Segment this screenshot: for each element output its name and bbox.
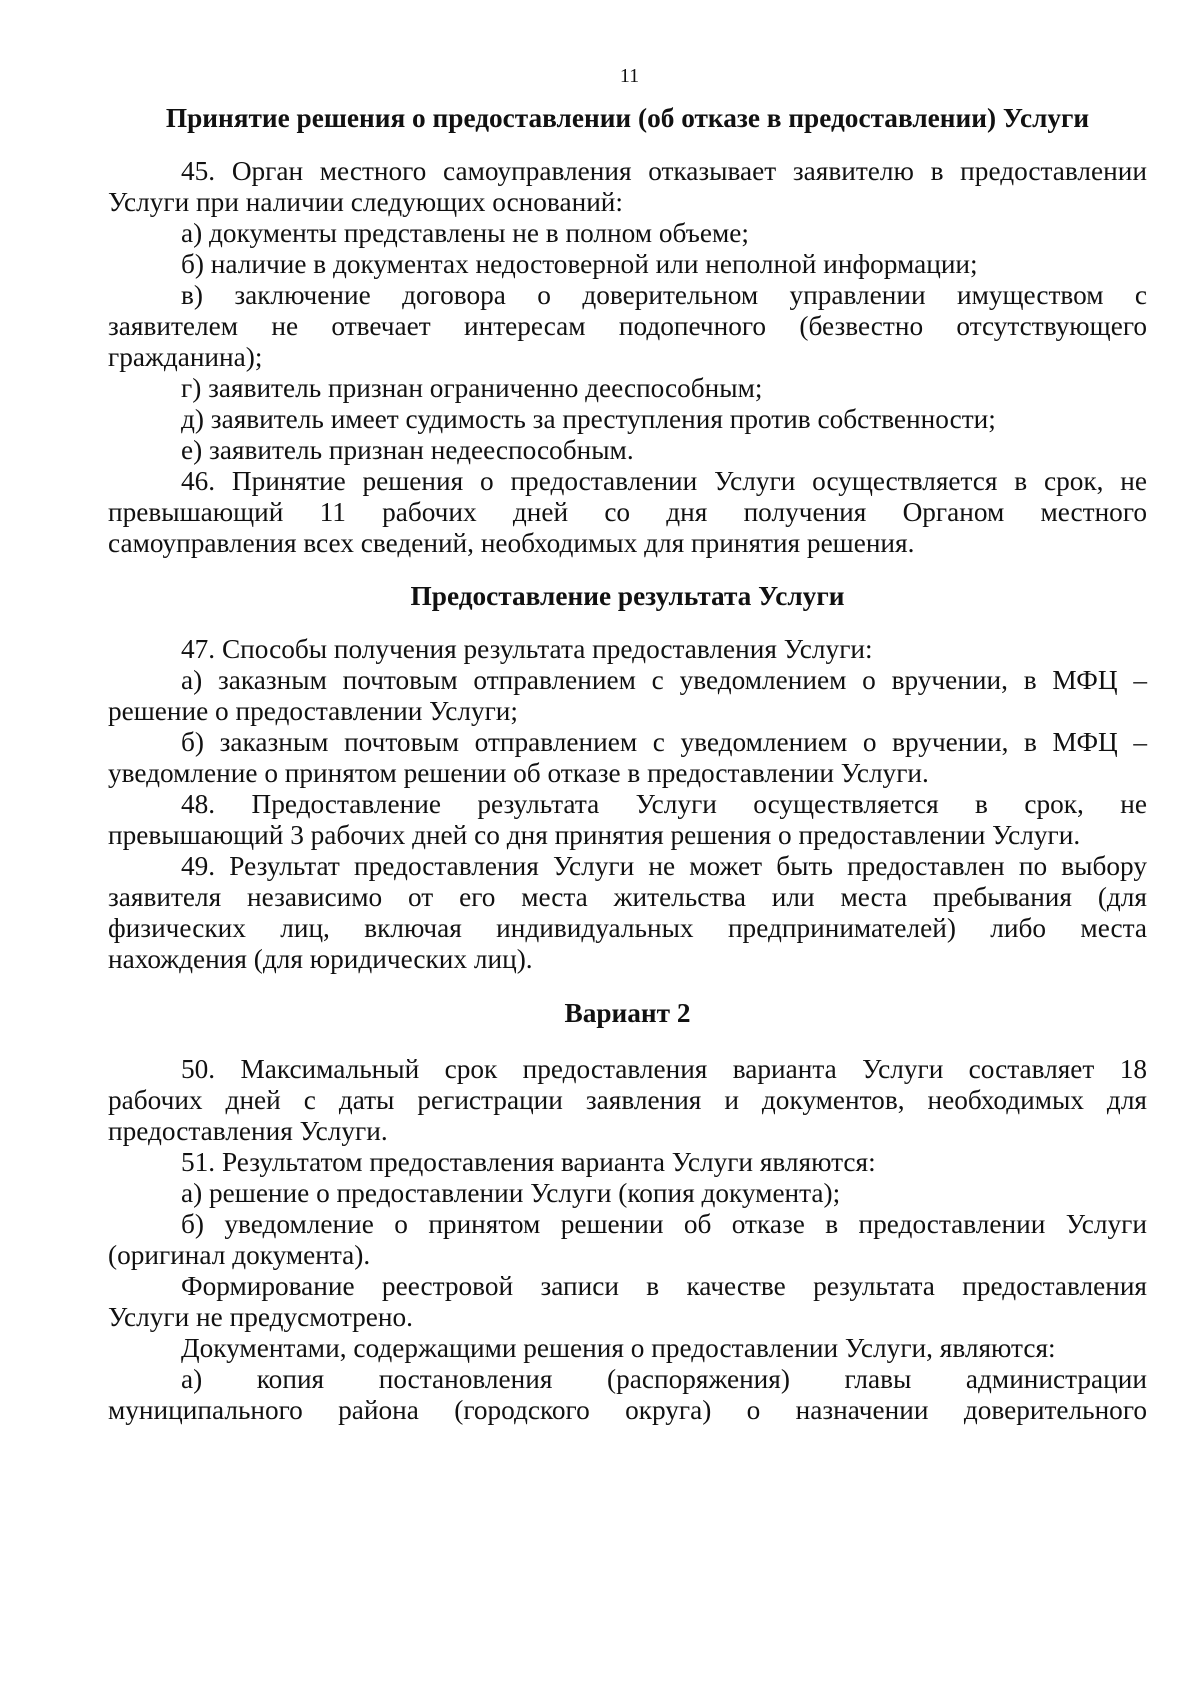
- text-line: а) решение о предоставлении Услуги (копия документа);: [181, 1178, 841, 1208]
- text-line: б) заказным почтовым отправлением с уведомлением о вручении, в МФЦ –: [181, 727, 1147, 757]
- text-line: Услуги не предусмотрено.: [108, 1302, 413, 1332]
- text-line: б) наличие в документах недостоверной или неполной информации;: [181, 249, 978, 279]
- text-line: самоуправления всех сведений, необходимых для принятия решения.: [108, 528, 915, 558]
- text-line: Формирование реестровой записи в качестве результата предоставления: [181, 1271, 1147, 1301]
- text-line: гражданина);: [108, 342, 263, 372]
- text-line: а) копия постановления (распоряжения) главы администрации: [181, 1364, 1147, 1394]
- section-heading-result: Предоставление результата Услуги: [410, 581, 845, 611]
- text-line: е) заявитель признан недееспособным.: [181, 435, 634, 465]
- text-line: 47. Способы получения результата предоставления Услуги:: [181, 634, 873, 664]
- text-line: заявителя независимо от его места жительства или места пребывания (для: [108, 882, 1147, 912]
- text-line: превышающий 3 рабочих дней со дня принятия решения о предоставлении Услуги.: [108, 820, 1081, 850]
- text-line: превышающий 11 рабочих дней со дня получения Органом местного: [108, 497, 1147, 527]
- text-line: предоставления Услуги.: [108, 1116, 388, 1146]
- text-line: 45. Орган местного самоуправления отказывает заявителю в предоставлении: [181, 156, 1147, 186]
- text-line: муниципального района (городского округа) о назначении доверительного: [108, 1395, 1147, 1425]
- text-line: 48. Предоставление результата Услуги осуществляется в срок, не: [181, 789, 1147, 819]
- text-line: физических лиц, включая индивидуальных предпринимателей) либо места: [108, 913, 1147, 943]
- text-line: заявителем не отвечает интересам подопечного (безвестно отсутствующего: [108, 311, 1147, 341]
- text-line: а) заказным почтовым отправлением с уведомлением о вручении, в МФЦ –: [181, 665, 1147, 695]
- text-line: г) заявитель признан ограниченно дееспособным;: [181, 373, 763, 403]
- text-line: 46. Принятие решения о предоставлении Услуги осуществляется в срок, не: [181, 466, 1147, 496]
- text-line: 51. Результатом предоставления варианта Услуги являются:: [181, 1147, 876, 1177]
- text-line: б) уведомление о принятом решении об отказе в предоставлении Услуги: [181, 1209, 1147, 1239]
- text-line: нахождения (для юридических лиц).: [108, 944, 533, 974]
- text-line: уведомление о принятом решении об отказе в предоставлении Услуги.: [108, 758, 929, 788]
- text-line: решение о предоставлении Услуги;: [108, 696, 518, 726]
- text-line: а) документы представлены не в полном объеме;: [181, 218, 749, 248]
- text-line: Услуги при наличии следующих оснований:: [108, 187, 623, 217]
- text-line: (оригинал документа).: [108, 1240, 371, 1270]
- text-line: д) заявитель имеет судимость за преступления против собственности;: [181, 404, 996, 434]
- text-line: в) заключение договора о доверительном управлении имуществом с: [181, 280, 1147, 310]
- text-line: рабочих дней с даты регистрации заявления и документов, необходимых для: [108, 1085, 1147, 1115]
- section-heading-variant: Вариант 2: [564, 998, 691, 1028]
- page-number: 11: [619, 65, 640, 87]
- text-line: Документами, содержащими решения о предоставлении Услуги, являются:: [181, 1333, 1056, 1363]
- text-line: 49. Результат предоставления Услуги не может быть предоставлен по выбору: [181, 851, 1147, 881]
- text-line: 50. Максимальный срок предоставления варианта Услуги составляет 18: [181, 1054, 1147, 1084]
- section-heading-decision: Принятие решения о предоставлении (об отказе в предоставлении) Услуги: [165, 103, 1090, 133]
